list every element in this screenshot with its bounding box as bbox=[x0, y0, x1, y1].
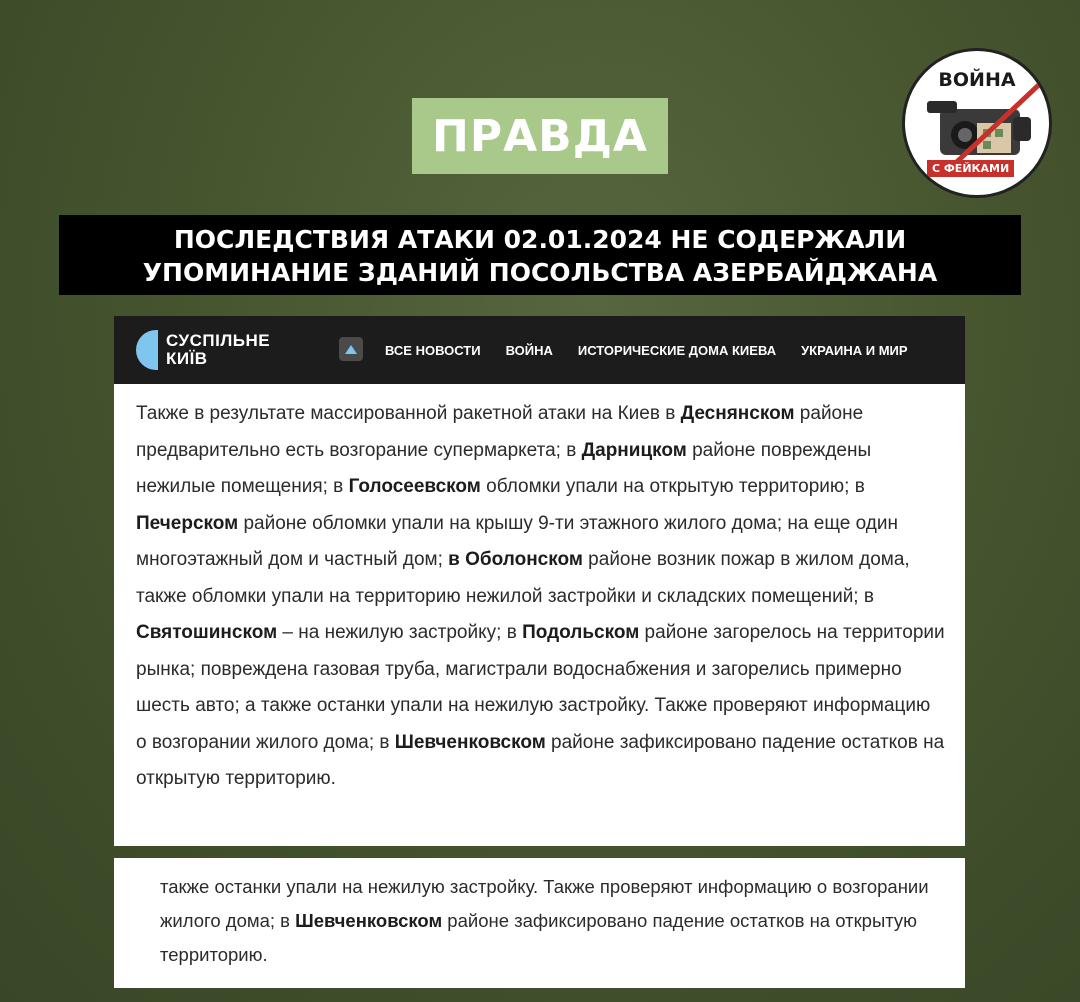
site-nav bbox=[385, 316, 933, 384]
site-logo[interactable] bbox=[136, 330, 270, 370]
district-pechersky: Печерском bbox=[136, 512, 239, 534]
district-sviatoshynsky: Святошинском bbox=[136, 622, 278, 643]
badge-top-text: ВОЙНА bbox=[938, 69, 1016, 91]
article-excerpt bbox=[114, 858, 965, 988]
brand-line-1: СУСПІЛЬНЕ bbox=[166, 331, 271, 350]
district-obolonsky: в Оболонском bbox=[448, 549, 583, 570]
district-desnyansky: Деснянском bbox=[680, 403, 795, 424]
excerpt-paragraph: также останки упали на нежилую застройку. Также проверяют информацию о возгорании жилого дома; в Шевченковском районе зафиксировано падение остатков на открытую территорию. bbox=[160, 876, 929, 965]
triangle-up-icon[interactable] bbox=[339, 337, 363, 361]
district-holosiivsky: Голосеевском bbox=[348, 476, 481, 497]
badge-bottom-text: С ФЕЙКАМИ bbox=[927, 160, 1014, 177]
verdict-label: ПРАВДА bbox=[412, 98, 668, 174]
nav-ukraine-world[interactable]: УКРАИНА И МИР bbox=[801, 342, 908, 358]
site-header bbox=[114, 316, 965, 384]
nav-all-news[interactable]: ВСЕ НОВОСТИ bbox=[385, 342, 481, 358]
nav-historic-houses[interactable]: ИСТОРИЧЕСКИЕ ДОМА КИЕВА bbox=[577, 342, 777, 358]
brand-line-2: КИЇВ bbox=[166, 349, 208, 368]
war-on-fakes-logo bbox=[902, 48, 1052, 198]
article-screenshot bbox=[114, 316, 965, 846]
article-paragraph: Также в результате массированной ракетной атаки на Киев в Деснянском районе предварительно есть возгорание супермаркета; в Дарницком районе повреждены нежилые помещения; в Голосеевском обломки упали на открытую территорию; в Печерском районе обломки упали на крышу 9-ти этажного жилого дома; на еще один многоэтажный дом и частный дом; в Оболонском районе возник пожар в жилом дома, также обломки упали на территорию нежилой застройки и складских помещений; в Святошинском – на нежилую застройку; в Подольском районе загорелось на территории рынка; повреждена газовая труба, магистрали водоснабжения и загорелись примерно шесть авто; а также останки упали на нежилую застройку. Также проверяют информацию о возгорании жилого дома; в Шевченковском районе зафиксировано падение остатков на открытую территорию. bbox=[136, 403, 945, 789]
headline-line-1: ПОСЛЕДСТВИЯ АТАКИ 02.01.2024 НЕ СОДЕРЖАЛИ bbox=[173, 225, 907, 254]
headline bbox=[59, 215, 1021, 295]
half-circle-logo-icon bbox=[136, 330, 158, 370]
district-podilsky: Подольском bbox=[522, 622, 640, 643]
headline-line-2: УПОМИНАНИЕ ЗДАНИЙ ПОСОЛЬСТВА АЗЕРБАЙДЖАНА bbox=[142, 258, 938, 287]
nav-war[interactable]: ВОЙНА bbox=[505, 342, 553, 358]
district-darnytsky: Дарницком bbox=[581, 439, 687, 461]
excerpt-district-shevchenkivsky: Шевченковском bbox=[295, 910, 443, 931]
district-shevchenkivsky: Шевченковском bbox=[394, 731, 546, 753]
